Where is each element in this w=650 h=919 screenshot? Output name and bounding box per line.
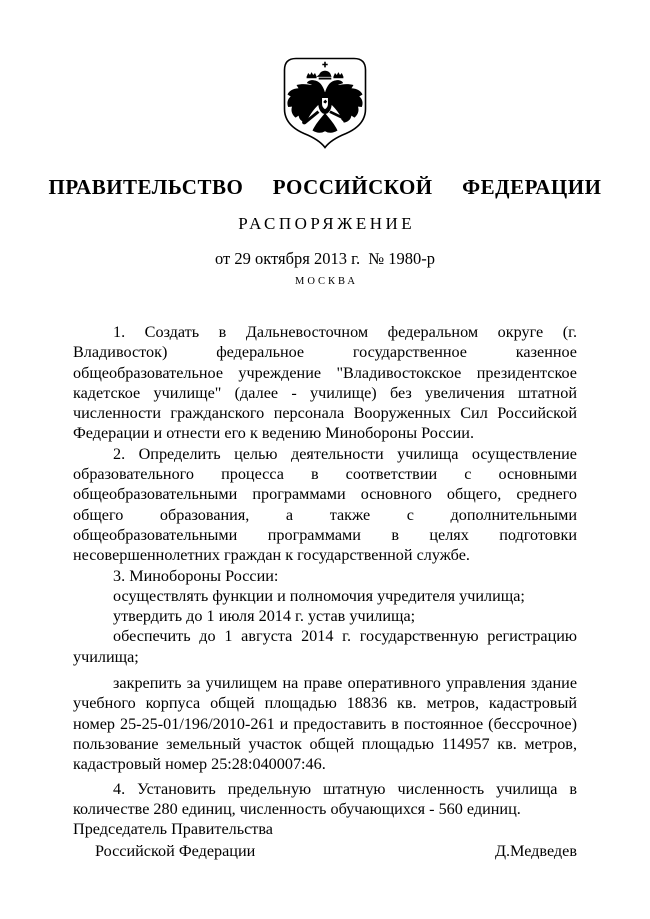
signature-block [73,818,577,862]
signatory-position-line-2: Российской Федерации [95,842,256,860]
paragraph-2: 2. Определить целью деятельности училища осуществление образовательного процесса в соответствии с основными общеобразовательными программами основного общего, среднего общего образования, а также с дополнительными общеобразовательными программами в целях подготовки несовершеннолетних граждан к государственной службе. [73,444,577,565]
paragraph-3-item-2: утвердить до 1 июля 2014 г. устав училища; [113,607,416,626]
date-and-number-line: от 29 октября 2013 г. № 1980-р [214,249,435,268]
paragraph-4: 4. Установить предельную штатную численность училища в количестве 280 единиц, численность обучающихся - 560 единиц. [73,779,577,818]
signatory-position-line-1: Председатель Правительства [73,820,273,838]
paragraph-3-item-1: осуществлять функции и полномочия учредителя училища; [113,586,525,605]
document-body [73,322,577,819]
paragraph-3-item-3: обеспечить до 1 августа 2014 г. государственную регистрацию училища; [73,627,577,666]
signatory-position [73,818,273,862]
russian-coat-of-arms-icon [283,57,367,149]
city-label: МОСКВА [295,276,358,287]
paragraph-1: 1. Создать в Дальневосточном федеральном округе (г. Владивосток) федеральное государственное казенное общеобразовательное учреждение "Владивостокское президентское кадетское училище" (далее - училище) без увеличения штатной численности гражданского персонала Вооруженных Сил Российской Федерации и отнести его к ведению Минобороны России. [73,323,577,443]
signatory-name: Д.Медведев [494,842,577,860]
issuer-title: ПРАВИТЕЛЬСТВО РОССИЙСКОЙ ФЕДЕРАЦИИ [48,175,602,199]
paragraph-3-header: 3. Минобороны России: [113,566,279,585]
document-type-heading: РАСПОРЯЖЕНИЕ [238,214,416,233]
paragraph-3-item-4: закрепить за училищем на праве оперативного управления здание учебного корпуса общей площадью 18836 кв. метров, кадастровый номер 25-25-01/196/2010-261 и предоставить в постоянное (бессрочное) пользование земельный участок общей площадью 114957 кв. метров, кадастровый номер 25:28:040007:46. [73,674,577,774]
